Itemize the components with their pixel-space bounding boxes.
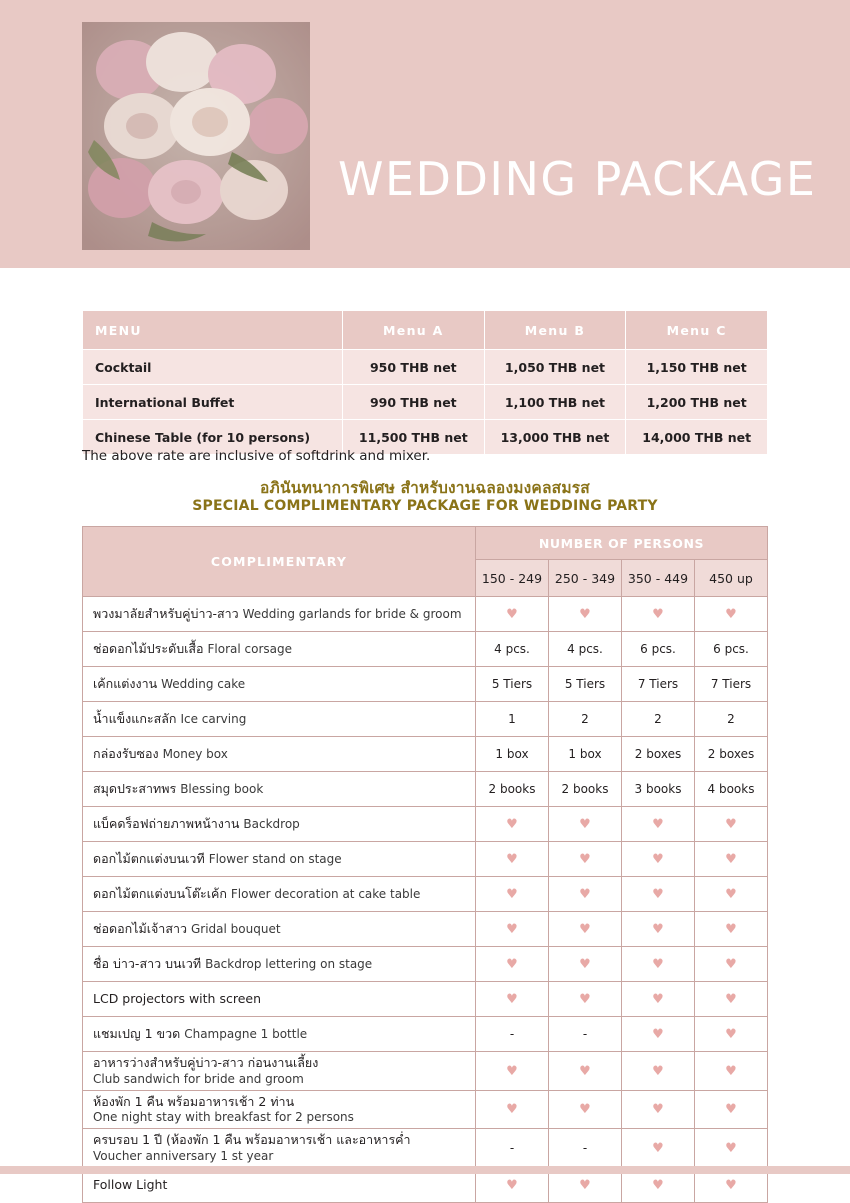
- col-350-449: 350 - 449: [622, 560, 695, 597]
- complimentary-value: [695, 1017, 768, 1052]
- complimentary-value: [549, 597, 622, 632]
- item-label-english: Champagne 1 bottle: [184, 1027, 308, 1041]
- complimentary-value: 4 books: [695, 772, 768, 807]
- item-label-thai: ดอกไม้ตกแต่งบนโต๊ะเค้ก: [93, 886, 227, 901]
- heart-icon: ♥: [725, 992, 737, 1007]
- complimentary-value: [622, 807, 695, 842]
- complimentary-value: [622, 1017, 695, 1052]
- table-row: [83, 982, 768, 1017]
- item-label-english: Money box: [162, 747, 228, 761]
- complimentary-item: [83, 737, 476, 772]
- col-menu-b: Menu B: [484, 311, 626, 350]
- heart-icon: ♥: [506, 1102, 518, 1118]
- item-label-english: Gridal bouquet: [190, 922, 281, 936]
- heart-icon: ♥: [506, 607, 518, 622]
- heart-icon: ♥: [725, 852, 737, 867]
- col-menu-c: Menu C: [626, 311, 768, 350]
- item-label-thai: อาหารว่างสำหรับคู่บ่าว-สาว ก่อนงานเลี้ยง: [93, 1055, 319, 1070]
- menu-row-price-c: 14,000 THB net: [626, 420, 768, 455]
- complimentary-value: 4 pcs.: [549, 632, 622, 667]
- heart-icon: ♥: [725, 1102, 737, 1118]
- table-row: [83, 1090, 768, 1129]
- heart-icon: ♥: [579, 957, 591, 972]
- complimentary-value: 2 books: [549, 772, 622, 807]
- menu-row-price-b: 1,100 THB net: [484, 385, 626, 420]
- menu-price-table: [82, 310, 768, 455]
- complimentary-value: 7 Tiers: [695, 667, 768, 702]
- col-complimentary: COMPLIMENTARY: [83, 527, 476, 597]
- section-subtitle-english: SPECIAL COMPLIMENTARY PACKAGE FOR WEDDING PARTY: [192, 498, 658, 514]
- heart-icon: ♥: [725, 1141, 737, 1157]
- table-row: [83, 947, 768, 982]
- complimentary-value: [549, 1090, 622, 1129]
- item-label-thai: สมุดประสาทพร: [93, 781, 177, 796]
- heart-icon: ♥: [725, 817, 737, 832]
- complimentary-value: [622, 842, 695, 877]
- complimentary-value: [476, 597, 549, 632]
- menu-row-label: International Buffet: [83, 385, 343, 420]
- rate-note: The above rate are inclusive of softdrink and mixer.: [82, 448, 431, 464]
- complimentary-value: [695, 982, 768, 1017]
- item-label-thai: ช่อดอกไม้ประดับเสื้อ: [93, 641, 204, 656]
- complimentary-value: [695, 912, 768, 947]
- complimentary-value: [622, 597, 695, 632]
- complimentary-value: -: [476, 1017, 549, 1052]
- heart-icon: ♥: [506, 887, 518, 902]
- heart-icon: ♥: [652, 1063, 664, 1079]
- menu-row-price-a: 950 THB net: [343, 350, 485, 385]
- item-label-english: Ice carving: [180, 712, 247, 726]
- col-250-349: 250 - 349: [549, 560, 622, 597]
- table-row: [83, 877, 768, 912]
- menu-row-price-c: 1,150 THB net: [626, 350, 768, 385]
- col-150-249: 150 - 249: [476, 560, 549, 597]
- table-row: [83, 1129, 768, 1168]
- menu-row-label: Cocktail: [83, 350, 343, 385]
- menu-row-price-a: 11,500 THB net: [343, 420, 485, 455]
- item-label-thai: พวงมาลัยสำหรับคู่บ่าว-สาว: [93, 606, 239, 621]
- item-label-thai: เค้กแต่งงาน: [93, 676, 158, 691]
- table-row: [83, 807, 768, 842]
- complimentary-value: [622, 947, 695, 982]
- item-label-english: Backdrop lettering on stage: [205, 957, 373, 971]
- heart-icon: ♥: [725, 957, 737, 972]
- heart-icon: ♥: [506, 992, 518, 1007]
- complimentary-value: 4 pcs.: [476, 632, 549, 667]
- complimentary-value: [476, 912, 549, 947]
- heart-icon: ♥: [506, 957, 518, 972]
- heart-icon: ♥: [579, 992, 591, 1007]
- complimentary-value: [549, 842, 622, 877]
- page-title: WEDDING PACKAGE: [338, 152, 817, 206]
- complimentary-value: 2 books: [476, 772, 549, 807]
- heart-icon: ♥: [579, 852, 591, 867]
- heart-icon: ♥: [652, 607, 664, 622]
- complimentary-value: [622, 912, 695, 947]
- table-row: [83, 1017, 768, 1052]
- section-subtitle-thai: อภินันทนาการพิเศษ สำหรับงานฉลองมงคลสมรส: [260, 479, 590, 497]
- heart-icon: ♥: [725, 1177, 737, 1193]
- heart-icon: ♥: [652, 817, 664, 832]
- heart-icon: ♥: [725, 922, 737, 937]
- heart-icon: ♥: [652, 1177, 664, 1193]
- heart-icon: ♥: [652, 887, 664, 902]
- complimentary-value: [476, 1090, 549, 1129]
- complimentary-value: 6 pcs.: [695, 632, 768, 667]
- menu-row-label: Chinese Table (for 10 persons): [83, 420, 343, 455]
- complimentary-rows: [83, 597, 768, 1203]
- item-label-thai: น้ำแข็งแกะสลัก: [93, 711, 177, 726]
- complimentary-value: [695, 1090, 768, 1129]
- complimentary-value: [695, 597, 768, 632]
- item-label-english: Follow Light: [93, 1177, 168, 1193]
- complimentary-value: [476, 982, 549, 1017]
- complimentary-item: [83, 1017, 476, 1052]
- complimentary-item: [83, 1052, 476, 1091]
- table-row: [83, 385, 768, 420]
- complimentary-value: [695, 1052, 768, 1091]
- item-label-english: LCD projectors with screen: [93, 991, 261, 1007]
- col-menu-a: Menu A: [343, 311, 485, 350]
- item-label-english: Wedding cake: [161, 677, 246, 691]
- complimentary-item: [83, 597, 476, 632]
- heart-icon: ♥: [579, 887, 591, 902]
- heart-icon: ♥: [652, 1141, 664, 1157]
- complimentary-item: [83, 842, 476, 877]
- complimentary-value: -: [476, 1129, 549, 1168]
- complimentary-value: [695, 842, 768, 877]
- heart-icon: ♥: [579, 817, 591, 832]
- complimentary-value: 2: [622, 702, 695, 737]
- complimentary-value: [622, 1052, 695, 1091]
- complimentary-value: [476, 807, 549, 842]
- item-label-english: One night stay with breakfast for 2 persons: [93, 1110, 354, 1125]
- table-row: [83, 702, 768, 737]
- item-label-thai: แบ็คดร็อฟถ่ายภาพหน้างาน: [93, 816, 240, 831]
- complimentary-value: [476, 877, 549, 912]
- heart-icon: ♥: [506, 1177, 518, 1193]
- item-label-english: Voucher anniversary 1 st year: [93, 1148, 274, 1163]
- table-row: [83, 597, 768, 632]
- heart-icon: ♥: [725, 1027, 737, 1042]
- complimentary-value: [622, 982, 695, 1017]
- complimentary-item: [83, 1129, 476, 1168]
- table-header-row: [83, 311, 768, 350]
- complimentary-item: [83, 667, 476, 702]
- complimentary-value: 6 pcs.: [622, 632, 695, 667]
- complimentary-value: [549, 807, 622, 842]
- heart-icon: ♥: [652, 1027, 664, 1042]
- complimentary-value: 1 box: [476, 737, 549, 772]
- heart-icon: ♥: [725, 887, 737, 902]
- complimentary-value: [476, 842, 549, 877]
- complimentary-item: [83, 632, 476, 667]
- complimentary-value: -: [549, 1129, 622, 1168]
- heart-icon: ♥: [506, 922, 518, 937]
- complimentary-value: 7 Tiers: [622, 667, 695, 702]
- complimentary-value: 2 boxes: [622, 737, 695, 772]
- item-label-thai: กล่องรับซอง: [93, 746, 159, 761]
- table-row: [83, 1052, 768, 1091]
- heart-icon: ♥: [579, 1102, 591, 1118]
- heart-icon: ♥: [725, 1063, 737, 1079]
- table-row: [83, 842, 768, 877]
- col-450-up: 450 up: [695, 560, 768, 597]
- complimentary-value: [695, 947, 768, 982]
- complimentary-value: 2 boxes: [695, 737, 768, 772]
- heart-icon: ♥: [506, 817, 518, 832]
- complimentary-value: [622, 877, 695, 912]
- complimentary-value: 1: [476, 702, 549, 737]
- complimentary-value: [695, 1129, 768, 1168]
- complimentary-item: [83, 877, 476, 912]
- menu-row-price-a: 990 THB net: [343, 385, 485, 420]
- table-row: [83, 350, 768, 385]
- col-number-of-persons: NUMBER OF PERSONS: [476, 527, 768, 560]
- heart-icon: ♥: [652, 957, 664, 972]
- table-row: [83, 772, 768, 807]
- complimentary-item: [83, 1090, 476, 1129]
- complimentary-value: [476, 1052, 549, 1091]
- bridal-bouquet-photo: [82, 22, 310, 250]
- complimentary-item: [83, 912, 476, 947]
- complimentary-value: [549, 912, 622, 947]
- menu-row-price-b: 1,050 THB net: [484, 350, 626, 385]
- complimentary-item: [83, 702, 476, 737]
- heart-icon: ♥: [652, 992, 664, 1007]
- complimentary-value: 5 Tiers: [476, 667, 549, 702]
- heart-icon: ♥: [579, 1063, 591, 1079]
- item-label-thai: ดอกไม้ตกแต่งบนเวที: [93, 851, 205, 866]
- item-label-thai: แชมเปญ 1 ขวด: [93, 1026, 181, 1041]
- complimentary-value: [549, 947, 622, 982]
- table-header-row: [83, 527, 768, 560]
- complimentary-value: 5 Tiers: [549, 667, 622, 702]
- heart-icon: ♥: [652, 922, 664, 937]
- table-row: [83, 667, 768, 702]
- heart-icon: ♥: [579, 922, 591, 937]
- complimentary-value: [476, 947, 549, 982]
- menu-row-price-c: 1,200 THB net: [626, 385, 768, 420]
- table-row: [83, 737, 768, 772]
- item-label-english: Floral corsage: [207, 642, 293, 656]
- complimentary-value: [695, 877, 768, 912]
- col-menu: MENU: [83, 311, 343, 350]
- heart-icon: ♥: [506, 852, 518, 867]
- heart-icon: ♥: [652, 1102, 664, 1118]
- complimentary-value: [549, 1052, 622, 1091]
- complimentary-value: [695, 807, 768, 842]
- complimentary-value: 2: [695, 702, 768, 737]
- item-label-english: Wedding garlands for bride & groom: [242, 607, 462, 621]
- menu-row-price-b: 13,000 THB net: [484, 420, 626, 455]
- complimentary-item: [83, 982, 476, 1017]
- table-row: [83, 912, 768, 947]
- complimentary-item: [83, 947, 476, 982]
- complimentary-value: 2: [549, 702, 622, 737]
- item-label-english: Backdrop: [243, 817, 300, 831]
- item-label-english: Blessing book: [180, 782, 264, 796]
- complimentary-table: [82, 526, 768, 1203]
- heart-icon: ♥: [725, 607, 737, 622]
- complimentary-value: [549, 877, 622, 912]
- table-row: [83, 632, 768, 667]
- item-label-thai: ครบรอบ 1 ปี (ห้องพัก 1 คืน พร้อมอาหารเช้า และอาหารค่ำ: [93, 1132, 411, 1148]
- heart-icon: ♥: [579, 607, 591, 622]
- complimentary-value: [622, 1090, 695, 1129]
- item-label-thai: ช่อดอกไม้เจ้าสาว: [93, 921, 187, 936]
- item-label-english: Club sandwich for bride and groom: [93, 1071, 304, 1086]
- complimentary-value: 1 box: [549, 737, 622, 772]
- complimentary-item: [83, 807, 476, 842]
- complimentary-value: [549, 982, 622, 1017]
- complimentary-value: -: [549, 1017, 622, 1052]
- item-label-english: Flower decoration at cake table: [230, 887, 421, 901]
- header-banner: [0, 0, 850, 268]
- heart-icon: ♥: [579, 1177, 591, 1193]
- heart-icon: ♥: [652, 852, 664, 867]
- footer-band: [0, 1166, 850, 1174]
- item-label-thai: ห้องพัก 1 คืน พร้อมอาหารเช้า 2 ท่าน: [93, 1093, 295, 1109]
- complimentary-item: [83, 772, 476, 807]
- item-label-thai: ชื่อ บ่าว-สาว บนเวที: [93, 956, 202, 971]
- complimentary-value: 3 books: [622, 772, 695, 807]
- item-label-english: Flower stand on stage: [208, 852, 342, 866]
- complimentary-value: [622, 1129, 695, 1168]
- heart-icon: ♥: [506, 1063, 518, 1079]
